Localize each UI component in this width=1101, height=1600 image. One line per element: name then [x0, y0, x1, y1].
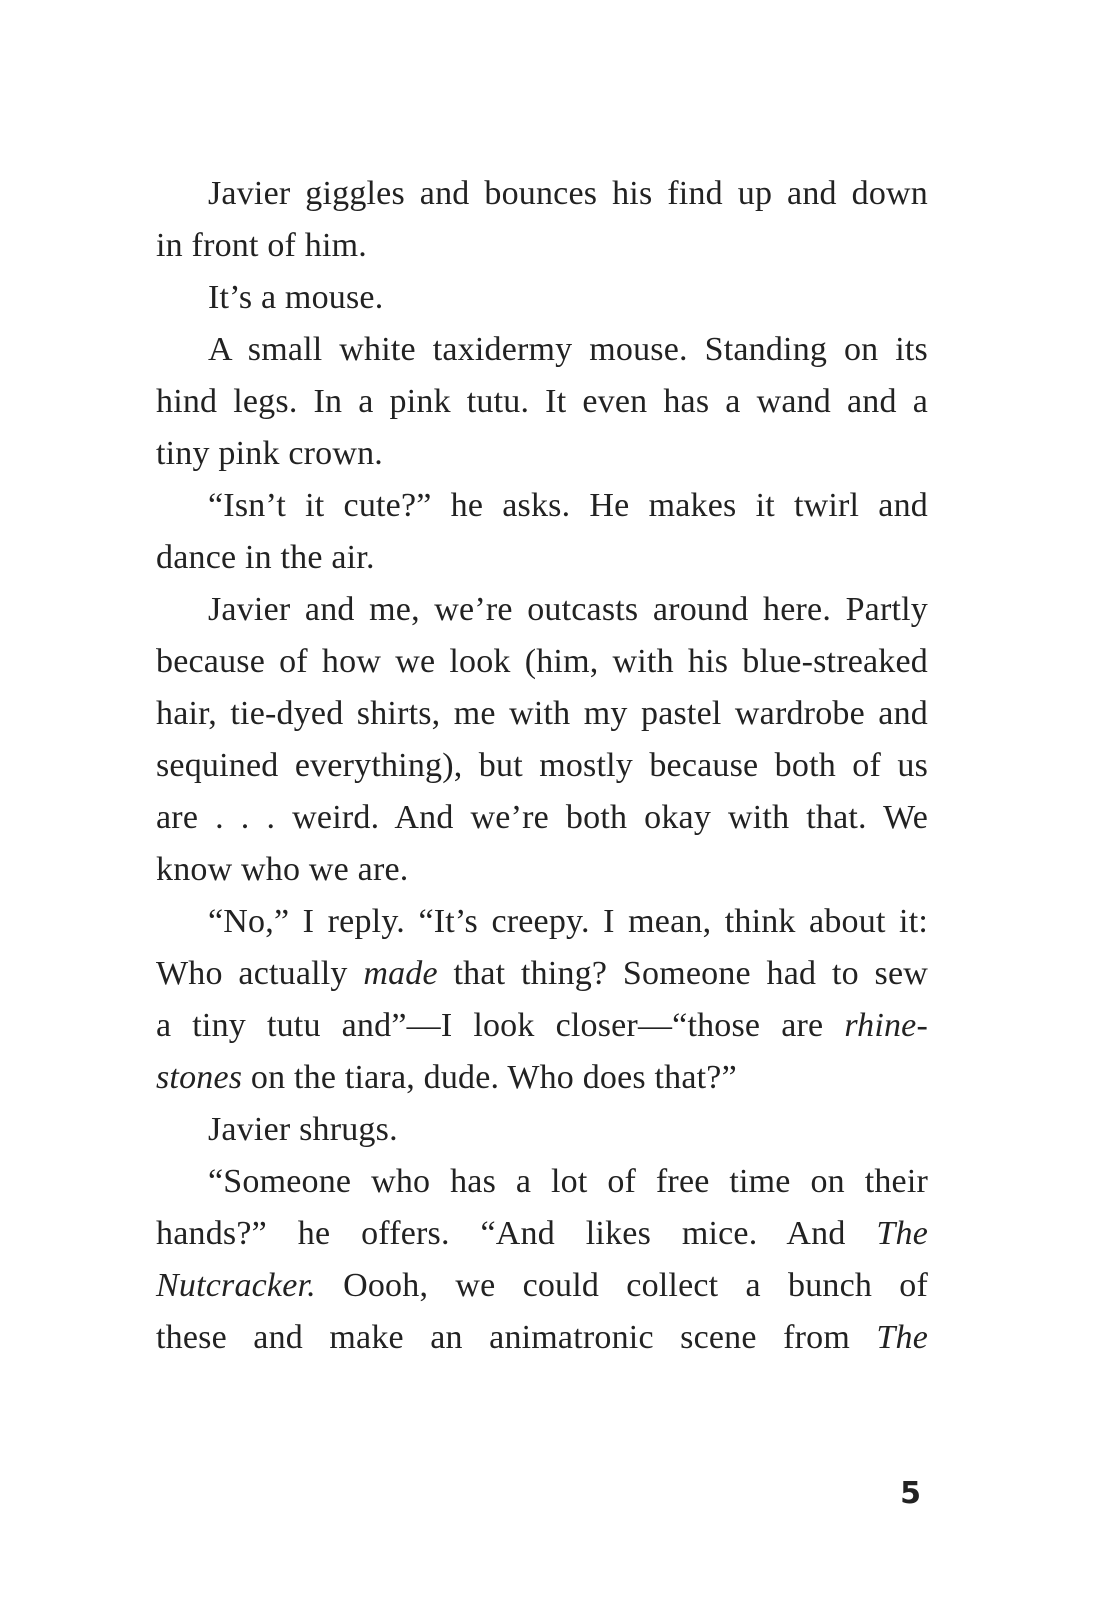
text-line: [156, 1260, 928, 1312]
text-line: [156, 740, 928, 792]
text-segment: in front of him.: [156, 227, 367, 264]
text-line: [156, 480, 928, 532]
text-line: [156, 844, 928, 896]
text-line: [156, 636, 928, 688]
text-line: [156, 896, 928, 948]
text-segment: sequined everything), but mostly because both of us: [156, 747, 928, 784]
text-line: [156, 428, 928, 480]
text-segment: “Isn’t it cute?” he asks. He makes it twirl and: [208, 487, 928, 524]
text-segment: “Someone who has a lot of free time on their: [208, 1163, 928, 1200]
text-line: [156, 688, 928, 740]
text-segment: are . . . weird. And we’re both okay with that. We: [156, 799, 928, 836]
text-line: [156, 584, 928, 636]
text-segment: tiny pink crown.: [156, 435, 384, 472]
text-segment: these and make an animatronic scene from: [156, 1319, 877, 1356]
text-line: [156, 272, 928, 324]
page-number: 5: [900, 1476, 921, 1511]
text-line: [156, 1312, 928, 1364]
italic-text: rhine-: [844, 1007, 928, 1044]
text-line: [156, 1052, 928, 1104]
text-segment: Javier shrugs.: [208, 1111, 398, 1148]
text-segment: Javier giggles and bounces his find up and down: [208, 175, 928, 212]
text-segment: “No,” I reply. “It’s creepy. I mean, think about it:: [208, 903, 928, 940]
body-text: [156, 168, 928, 1364]
text-segment: It’s a mouse.: [208, 279, 384, 316]
text-line: [156, 168, 928, 220]
text-line: [156, 948, 928, 1000]
text-line: [156, 1208, 928, 1260]
text-segment: that thing? Someone had to sew: [437, 955, 928, 992]
text-segment: know who we are.: [156, 851, 409, 888]
text-segment: on the tiara, dude. Who does that?”: [242, 1059, 737, 1096]
text-line: [156, 324, 928, 376]
text-line: [156, 1000, 928, 1052]
text-line: [156, 1104, 928, 1156]
italic-text: Nutcracker.: [156, 1267, 316, 1304]
text-segment: Who actually: [156, 955, 364, 992]
italic-text: The: [876, 1319, 928, 1356]
italic-text: made: [363, 955, 438, 992]
text-line: [156, 376, 928, 428]
text-segment: dance in the air.: [156, 539, 375, 576]
text-segment: because of how we look (him, with his blue-streaked: [156, 643, 928, 680]
text-line: [156, 220, 928, 272]
text-segment: hands?” he offers. “And likes mice. And: [156, 1215, 877, 1252]
text-segment: Javier and me, we’re outcasts around here. Partly: [208, 591, 928, 628]
text-line: [156, 792, 928, 844]
text-segment: a tiny tutu and”—I look closer—“those are: [156, 1007, 845, 1044]
text-line: [156, 532, 928, 584]
italic-text: The: [876, 1215, 928, 1252]
text-segment: hind legs. In a pink tutu. It even has a wand and a: [156, 383, 928, 420]
text-segment: Oooh, we could collect a bunch of: [315, 1267, 928, 1304]
italic-text: stones: [156, 1059, 243, 1096]
text-segment: A small white taxidermy mouse. Standing on its: [208, 331, 928, 368]
text-line: [156, 1156, 928, 1208]
text-segment: hair, tie-dyed shirts, me with my pastel wardrobe and: [156, 695, 928, 732]
